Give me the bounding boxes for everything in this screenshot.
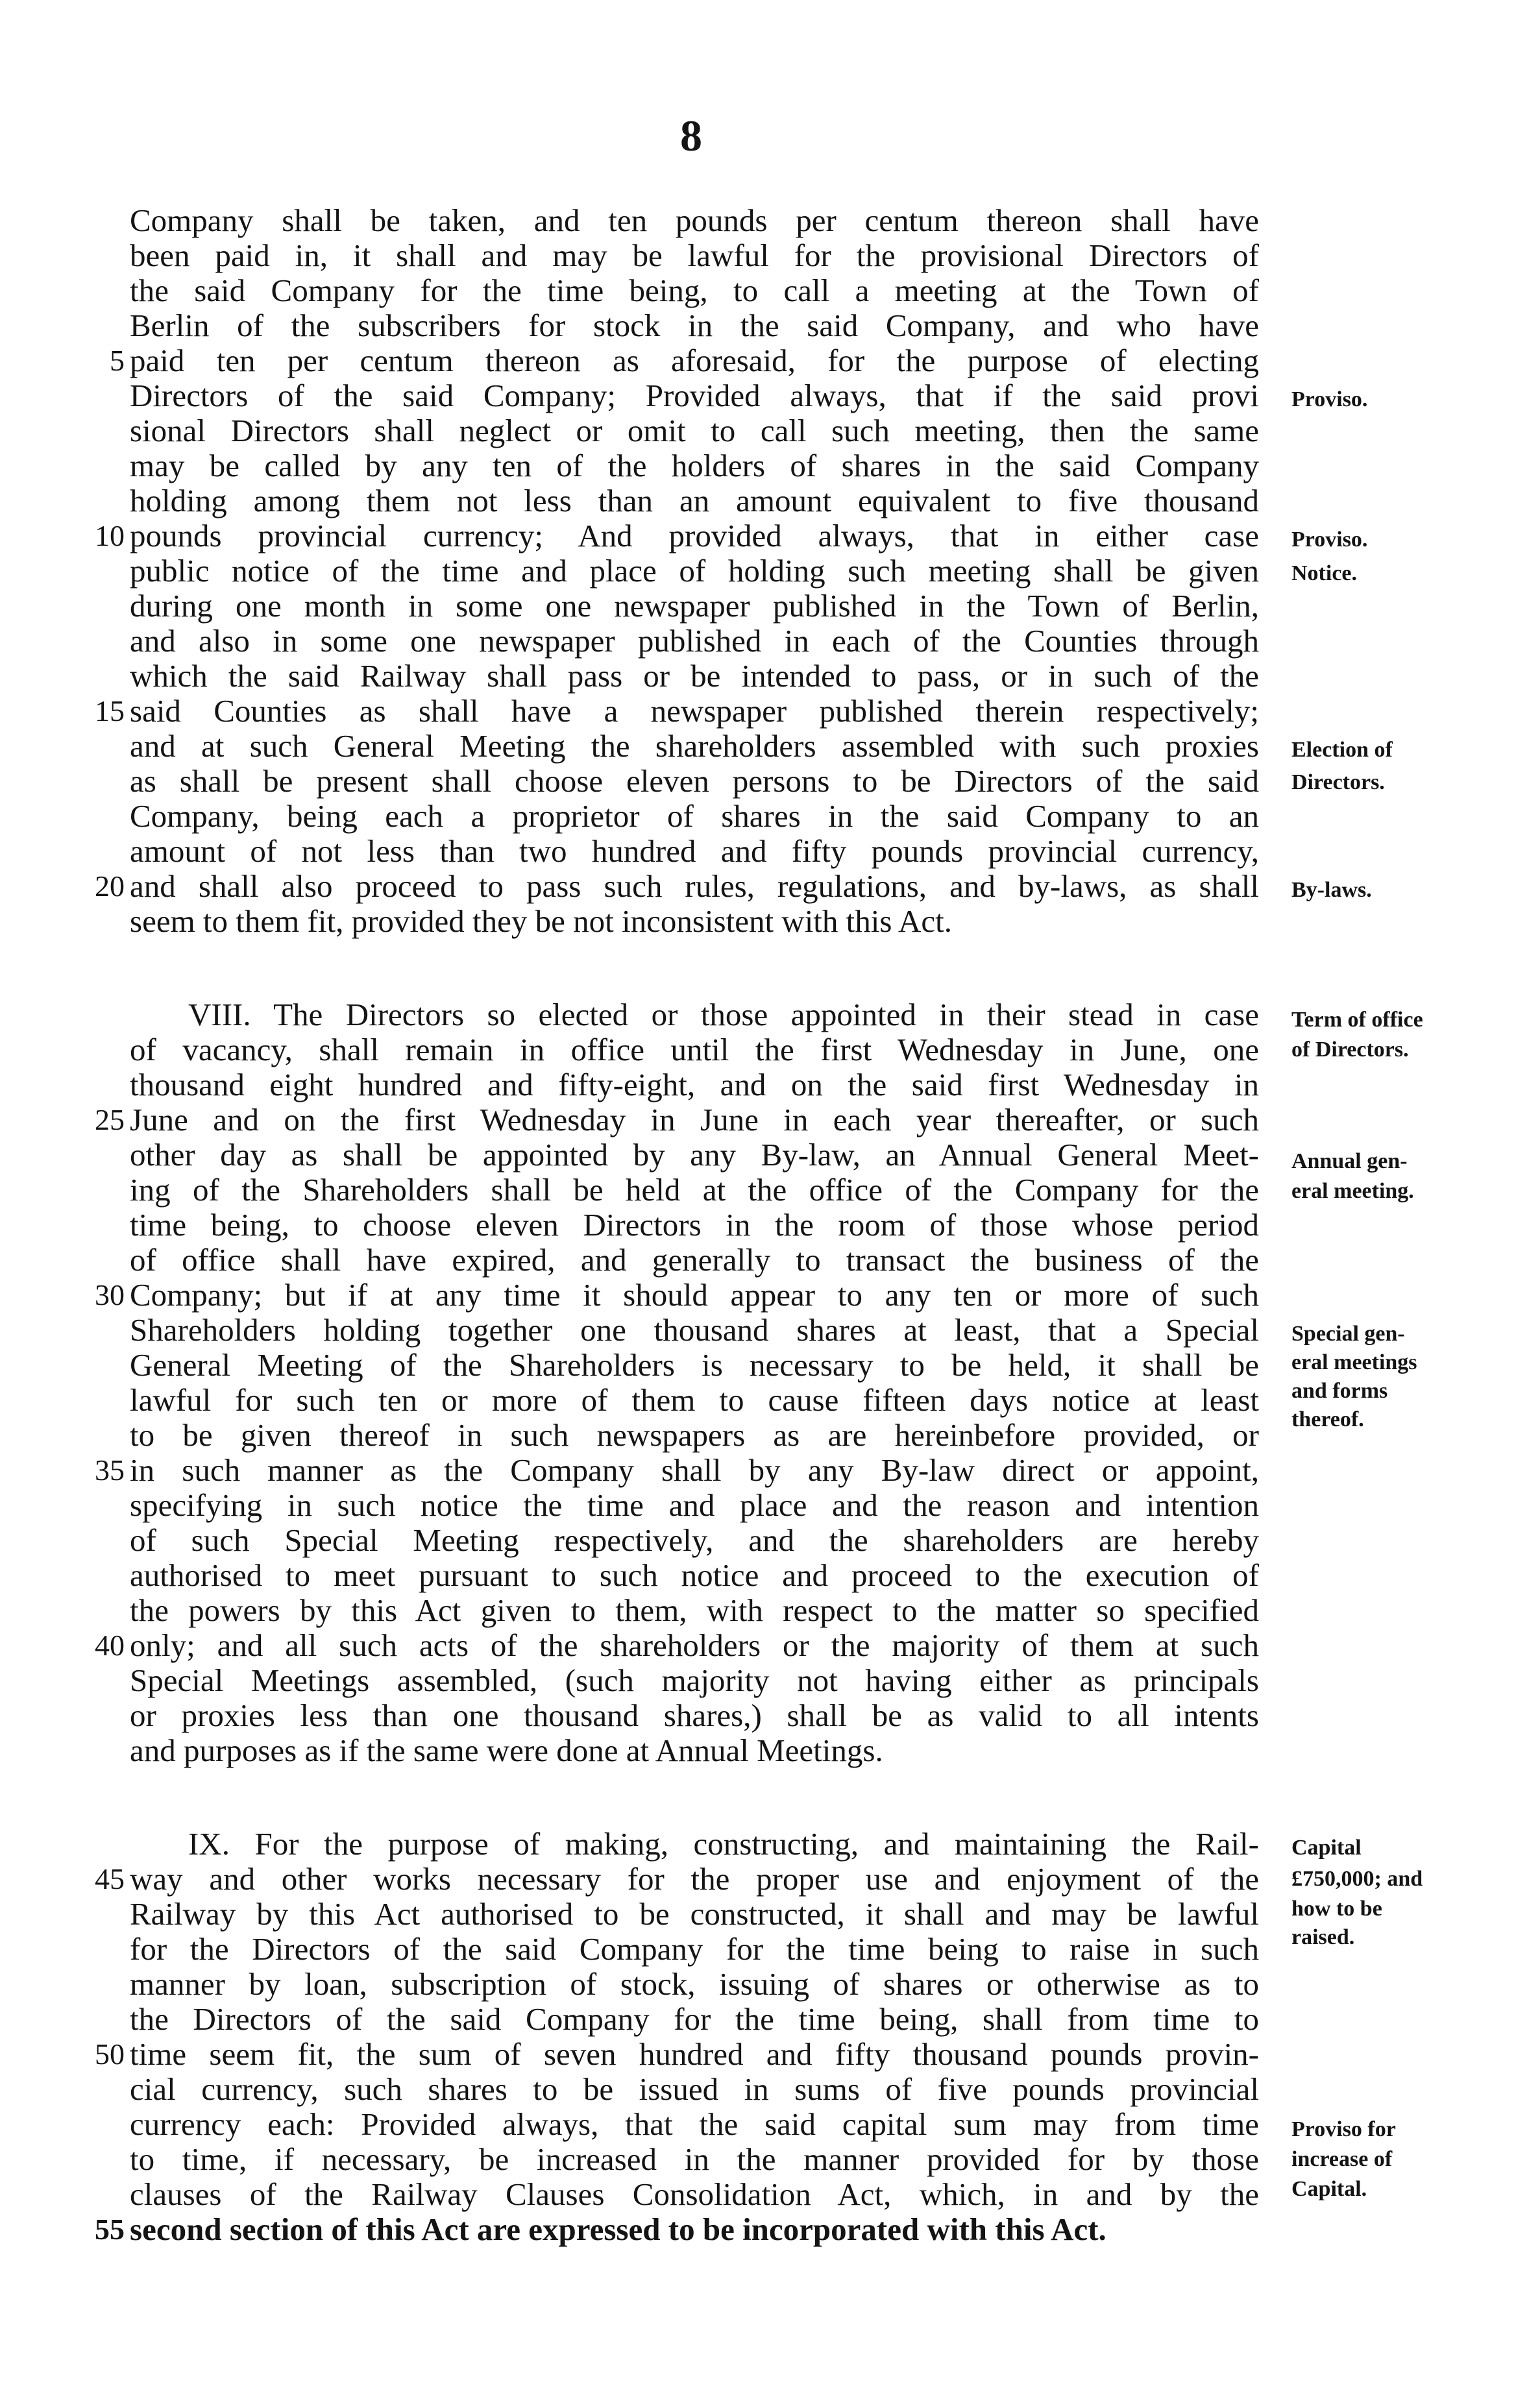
margin-note: Capital. [1291,2177,1367,2201]
text-line: specifying in such notice the time and place and the reason and intention [130,1487,1259,1523]
text-line: June and on the first Wednesday in June in each year thereafter, or such [130,1102,1259,1137]
text-line: Railway by this Act authorised to be constructed, it shall and may be lawful [130,1896,1259,1932]
section-heading-line: VIII. The Directors so elected or those appointed in their stead in case [188,997,1259,1032]
text-line: which the said Railway shall pass or be intended to pass, or in such of the [130,658,1259,694]
text-line: the powers by this Act given to them, with respect to the matter so specified [130,1592,1259,1628]
text-line: Shareholders holding together one thousand shares at least, that a Special [130,1312,1259,1348]
margin-note: of Directors. [1291,1038,1409,1062]
text-line: in such manner as the Company shall by any By-law direct or appoint, [130,1452,1259,1488]
text-line: been paid in, it shall and may be lawful for the provisional Directors of [130,237,1259,273]
margin-note: Election of [1291,738,1393,762]
text-line: ing of the Shareholders shall be held at the office of the Company for the [130,1172,1259,1208]
line-number: 45 [95,1862,125,1895]
text-line: of office shall have expired, and generally to transact the business of the [130,1242,1259,1278]
text-line: cial currency, such shares to be issued in sums of five pounds provincial [130,2071,1259,2107]
text-line: authorised to meet pursuant to such notice and proceed to the execution of [130,1557,1259,1593]
text-line: Directors of the said Company; Provided always, that if the said provi [130,378,1259,413]
margin-note: £750,000; and [1291,1867,1423,1891]
line-number: 20 [95,870,125,903]
line-number: 10 [95,519,125,552]
margin-note: By-laws. [1291,878,1372,902]
text-line: Company, being each a proprietor of shares in the said Company to an [130,798,1259,834]
line-number: 35 [95,1453,125,1487]
margin-note: eral meetings [1291,1350,1417,1374]
text-line: Berlin of the subscribers for stock in the said Company, and who have [130,308,1259,343]
text-line: and also in some one newspaper published in each of the Counties through [130,623,1259,659]
text-line: other day as shall be appointed by any By-law, an Annual General Meet- [130,1137,1259,1173]
text-line: holding among them not less than an amount equivalent to five thousand [130,483,1259,518]
line-number: 55 [95,2213,125,2246]
margin-note: Proviso. [1291,528,1368,552]
margin-note: how to be [1291,1897,1382,1921]
text-line: way and other works necessary for the proper use and enjoyment of the [130,1861,1259,1897]
text-line: seem to them fit, provided they be not inconsistent with this Act. [130,903,953,939]
text-line: amount of not less than two hundred and fifty pounds provincial currency, [130,833,1259,869]
text-line: or proxies less than one thousand shares,) shall be as valid to all intents [130,1697,1259,1733]
margin-note: eral meeting. [1291,1179,1414,1203]
line-number: 40 [95,1629,125,1662]
text-line: pounds provincial currency; And provided always, that in either case [130,518,1259,553]
text-line: sional Directors shall neglect or omit to call such meeting, then the same [130,413,1259,448]
text-line: and purposes as if the same were done at Annual Meetings. [130,1733,883,1768]
text-line: for the Directors of the said Company for the time being to raise in such [130,1931,1259,1967]
text-line: of vacancy, shall remain in office until the first Wednesday in June, one [130,1032,1259,1067]
margin-note: Annual gen- [1291,1149,1408,1173]
text-line: may be called by any ten of the holders of shares in the said Company [130,448,1259,483]
text-line: paid ten per centum thereon as aforesaid, for the purpose of electing [130,343,1259,378]
line-number: 50 [95,2037,125,2071]
text-line: time seem fit, the sum of seven hundred and fifty thousand pounds provin- [130,2036,1259,2072]
page-number: 8 [680,111,702,160]
text-line: Special Meetings assembled, (such majority not having either as principals [130,1662,1259,1698]
text-line: thousand eight hundred and fifty-eight, and on the said first Wednesday in [130,1067,1259,1102]
margin-note: Directors. [1291,770,1385,794]
margin-note: raised. [1291,1925,1355,1949]
text-line: during one month in some one newspaper published in the Town of Berlin, [130,588,1259,624]
text-line: to time, if necessary, be increased in the manner provided for by those [130,2141,1259,2177]
line-number: 15 [95,694,125,727]
text-line: lawful for such ten or more of them to cause fifteen days notice at least [130,1382,1259,1418]
text-line: time being, to choose eleven Directors in the room of those whose period [130,1207,1259,1243]
margin-note: thereof. [1291,1407,1364,1431]
line-number: 5 [110,344,125,377]
text-line: clauses of the Railway Clauses Consolidation Act, which, in and by the [130,2176,1259,2212]
text-line: and shall also proceed to pass such rules, regulations, and by-laws, as shall [130,868,1259,904]
text-line: second section of this Act are expressed to be incorporated with this Act. [130,2211,1106,2247]
text-line: only; and all such acts of the shareholders or the majority of them at such [130,1627,1259,1663]
text-line: said Counties as shall have a newspaper published therein respectively; [130,693,1259,729]
line-number: 25 [95,1103,125,1136]
margin-note: Proviso for [1291,2117,1396,2141]
margin-note: increase of [1291,2147,1393,2171]
text-line: as shall be present shall choose eleven persons to be Directors of the said [130,763,1259,799]
text-line: of such Special Meeting respectively, and the shareholders are hereby [130,1522,1259,1558]
margin-note: Proviso. [1291,387,1368,411]
margin-note: and forms [1291,1379,1388,1403]
text-line: and at such General Meeting the shareholders assembled with such proxies [130,728,1259,764]
margin-note: Notice. [1291,561,1358,585]
margin-note: Term of office [1291,1008,1423,1032]
text-line: the Directors of the said Company for the time being, shall from time to [130,2001,1259,2037]
text-line: public notice of the time and place of holding such meeting shall be given [130,553,1259,589]
text-line: manner by loan, subscription of stock, issuing of shares or otherwise as to [130,1966,1259,2002]
text-line: to be given thereof in such newspapers as are hereinbefore provided, or [130,1417,1259,1453]
margin-note: Special gen- [1291,1322,1405,1346]
text-line: Company shall be taken, and ten pounds per centum thereon shall have [130,202,1259,238]
text-line: Company; but if at any time it should appear to any ten or more of such [130,1277,1259,1313]
text-line: currency each: Provided always, that the said capital sum may from time [130,2106,1259,2142]
margin-note: Capital [1291,1836,1362,1860]
line-number: 30 [95,1278,125,1311]
text-line: General Meeting of the Shareholders is necessary to be held, it shall be [130,1347,1259,1383]
text-line: the said Company for the time being, to call a meeting at the Town of [130,273,1259,308]
section-heading-line: IX. For the purpose of making, constructing, and maintaining the Rail- [188,1826,1259,1862]
